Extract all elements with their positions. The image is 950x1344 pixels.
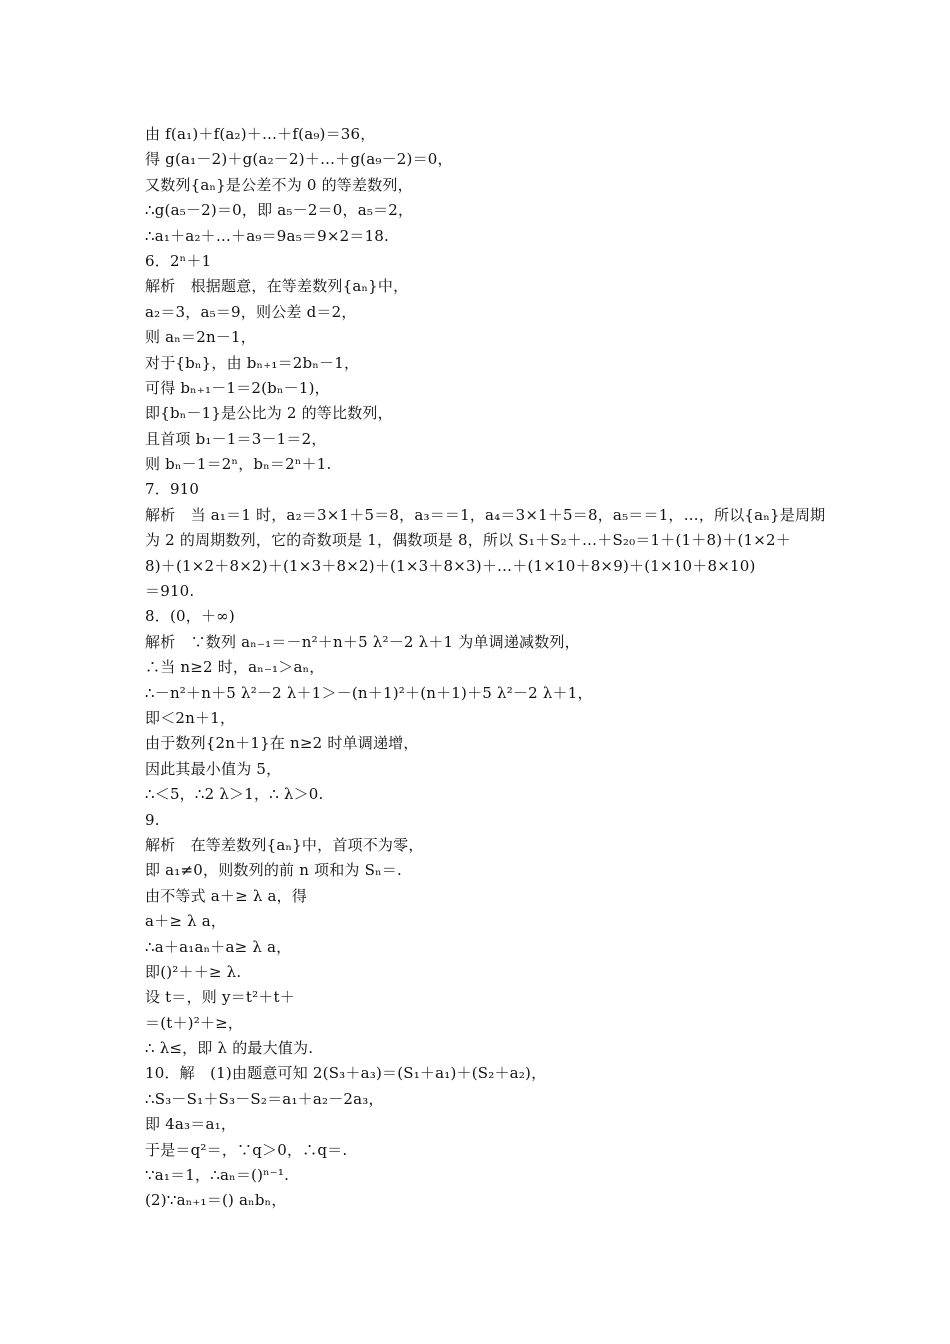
text-line: 可得 bₙ₊₁－1＝2(bₙ－1)， [145, 378, 330, 397]
text-line: 由于数列{2n＋1}在 n≥2 时单调递增， [145, 734, 419, 753]
text-line: 即 4a₃＝a₁， [145, 1115, 237, 1134]
text-line: 得 g(a₁－2)＋g(a₂－2)＋…＋g(a₉－2)＝0， [145, 150, 453, 169]
text-line: 因此其最小值为 5， [145, 759, 282, 778]
text-line: ∴－n²＋n＋5 λ²－2 λ＋1＞－(n＋1)²＋(n＋1)＋5 λ²－2 λ＋1， [145, 683, 593, 702]
answer-7-heading: 7．910 [145, 480, 200, 499]
text-line: ∴当 n≥2 时，aₙ₋₁＞aₙ， [145, 658, 325, 677]
text-line: 由 f(a₁)＋f(a₂)＋…＋f(a₉)＝36， [145, 125, 376, 143]
text-line: 对于{bₙ}，由 bₙ₊₁＝2bₙ－1， [145, 353, 360, 372]
text-line: 即()²＋＋≥ λ. [145, 962, 242, 981]
text-line: ∴a＋a₁aₙ＋a≥ λ a， [145, 937, 292, 956]
text-line: 即 a₁≠0，则数列的前 n 项和为 Sₙ＝. [145, 861, 402, 880]
text-line: 又数列{aₙ}是公差不为 0 的等差数列， [145, 175, 413, 194]
text-line: 设 t＝，则 y＝t²＋t＋ [145, 988, 295, 1007]
text-line: 解析 根据题意，在等差数列{aₙ}中， [145, 277, 409, 296]
text-line: ∴S₃－S₁＋S₃－S₂＝a₁＋a₂－2a₃， [145, 1089, 384, 1108]
text-line: 8)＋(1×2＋8×2)＋(1×3＋8×2)＋(1×3＋8×3)＋…＋(1×10＋8×9)＋(1×10＋8×10) [145, 556, 756, 575]
answer-9-heading: 9. [145, 810, 160, 829]
text-line: 即{bₙ－1}是公比为 2 的等比数列， [145, 404, 393, 423]
text-line: 解析 在等差数列{aₙ}中，首项不为零， [145, 835, 424, 854]
answer-8-heading: 8．(0，＋∞) [145, 607, 235, 626]
text-line: ∴＜5，∴2 λ＞1，∴ λ＞0. [145, 785, 324, 804]
text-line: ∴g(a₅－2)＝0，即 a₅－2＝0，a₅＝2， [145, 201, 414, 220]
text-line: ∴a₁＋a₂＋…＋a₉＝9a₅＝9×2＝18. [145, 226, 390, 245]
text-line: ∵a₁＝1，∴aₙ＝()ⁿ⁻¹. [145, 1166, 290, 1185]
text-line: 由不等式 a＋≥ λ a，得 [145, 886, 308, 905]
text-line: a₂＝3，a₅＝9，则公差 d＝2， [145, 302, 357, 321]
text-line: 解析 ∵数列 aₙ₋₁＝－n²＋n＋5 λ²－2 λ＋1 为单调递减数列， [145, 632, 580, 651]
text-line: a＋≥ λ a， [145, 912, 227, 931]
text-line: 则 bₙ－1＝2ⁿ，bₙ＝2ⁿ＋1. [145, 455, 332, 474]
answer-6-heading: 6．2ⁿ＋1 [145, 251, 212, 270]
text-line: 于是＝q²＝，∵q＞0，∴q＝. [145, 1140, 348, 1159]
text-line: ＝910. [145, 582, 195, 601]
text-line: 为 2 的周期数列，它的奇数项是 1，偶数项是 8，所以 S₁＋S₂＋…＋S₂₀＝1＋(1＋8)＋(1×2＋ [145, 531, 791, 550]
text-line: 且首项 b₁－1＝3－1＝2， [145, 429, 327, 448]
text-line: 解析 当 a₁＝1 时，a₂＝3×1＋5＝8，a₃＝＝1，a₄＝3×1＋5＝8，a₅＝＝1，…，所以{aₙ}是周期 [145, 505, 826, 524]
text-line: ＝(t＋)²＋≥， [145, 1013, 244, 1032]
solution-text [145, 122, 826, 1214]
text-line: (2)∵aₙ₊₁＝() aₙbₙ， [145, 1191, 287, 1210]
text-line: 则 aₙ＝2n－1， [145, 328, 256, 347]
text-line: ∴ λ≤，即 λ 的最大值为. [145, 1039, 314, 1058]
answer-10-heading: 10．解 (1)由题意可知 2(S₃＋a₃)＝(S₁＋a₁)＋(S₂＋a₂)， [145, 1064, 547, 1083]
text-line: 即＜2n＋1， [145, 708, 236, 727]
